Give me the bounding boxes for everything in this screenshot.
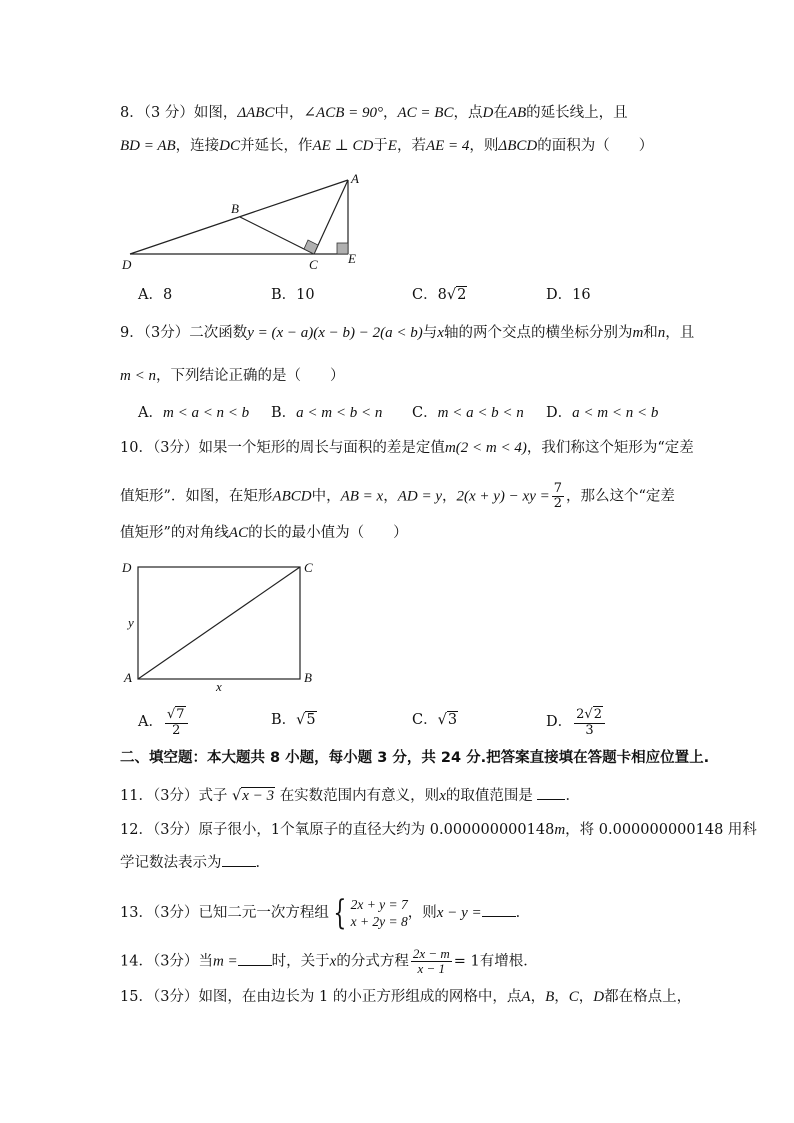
- label-a: A: [124, 670, 132, 685]
- answer-blank: [482, 902, 516, 917]
- line-da: [130, 180, 348, 254]
- right-angle-e: [337, 243, 348, 254]
- question-number: 8．: [120, 105, 144, 121]
- label-x: x: [216, 679, 222, 694]
- q10-option-b: B．√5: [271, 712, 316, 728]
- q15-line: 15．（3分）如图，在由边长为 1 的小正方形组成的网格中，点A，B，C，D都在格点上，: [120, 989, 692, 1005]
- q9-option-d: D．a < m < n < b: [546, 405, 659, 421]
- line-bc: [240, 217, 314, 254]
- question-number: 9．: [120, 325, 144, 341]
- section-heading-fill-in: 二、填空题：本大题共 8 小题，每小题 3 分，共 24 分.把答案直接填在答题卡相应位置上.: [120, 750, 710, 766]
- fraction-seven-halves: $\frac{7}{2}$: [553, 481, 563, 511]
- answer-blank: [238, 951, 272, 966]
- q8-line-1: 8．（3 分）如图，ΔABC中，∠ACB = 90°，AC = BC，点D在AB的延长线上，且: [120, 105, 628, 121]
- question-number: 14．: [120, 953, 153, 970]
- q14-line: 14．（3分）当m = 时，关于x的分式方程 $\frac{2x - m}{x - 1}$ = 1有增根．: [120, 946, 538, 976]
- answer-blank: [222, 852, 256, 867]
- q11-line: 11．（3分）式子 √x − 3 在实数范围内有意义，则x的取值范围是 ．: [120, 785, 680, 807]
- question-number: 12．: [120, 822, 153, 838]
- q8-option-b: B．10: [271, 287, 315, 303]
- q10-line-1: 10．（3分）如果一个矩形的周长与面积的差是定值m(2 < m < 4)，我们称这个矩形为“定差: [120, 440, 694, 456]
- q8-option-a: A．8: [138, 287, 173, 303]
- q12-line-1: 12．（3分）原子很小，1个氧原子的直径大约为 0.000000000148m，将 0.000000000148 用科: [120, 822, 757, 838]
- q10-rectangle-figure: [118, 557, 323, 697]
- label-d: D: [122, 257, 132, 272]
- question-number: 11．: [120, 788, 153, 804]
- q10-option-c: C．√3: [412, 712, 458, 728]
- label-c: C: [309, 257, 318, 272]
- fraction-equation: $\frac{2x - m}{x - 1}$: [412, 946, 450, 976]
- q13-line: 13．（3分）已知二元一次方程组 { 2x + y = 7 x + 2y = 8 ，则x − y = ．: [120, 893, 531, 933]
- q10-line-2: 值矩形”．如图，在矩形ABCD中，AB = x，AD = y，2(x + y) − xy = $\frac{7}{2}$ ，那么这个“定差: [120, 481, 675, 511]
- q12-line-2: 学记数法表示为 ．: [120, 852, 680, 874]
- q10-option-d: D． $\frac{2√2}{3}$: [546, 706, 607, 738]
- q9-line-1: 9．（3分）二次函数y = (x − a)(x − b) − 2(a < b)与x轴的两个交点的横坐标分别为m和n，且: [120, 325, 695, 341]
- q8-line-2: BD = AB，连接DC并延长，作AE ⊥ CD于E，若AE = 4，则ΔBCD的面积为（ ）: [120, 138, 654, 154]
- question-number: 10．: [120, 440, 153, 456]
- question-number: 15．: [120, 989, 153, 1005]
- equation-system: { 2x + y = 7 x + 2y = 8: [333, 893, 408, 933]
- q8-option-c: C．8√2: [412, 287, 467, 303]
- q10-option-a: A． $\frac{√7}{2}$: [138, 706, 190, 738]
- q10-line-3: 值矩形”的对角线AC的长的最小值为（ ）: [120, 525, 408, 541]
- label-a: A: [351, 171, 359, 186]
- label-c: C: [304, 560, 313, 575]
- q9-line-2: m < n，下列结论正确的是（ ）: [120, 368, 345, 384]
- q8-triangle-figure: [118, 170, 368, 275]
- right-angle-c: [304, 240, 318, 254]
- question-number: 13．: [120, 905, 153, 921]
- diagonal-ac: [138, 567, 300, 679]
- label-b: B: [231, 201, 239, 216]
- q9-option-b: B．a < m < b < n: [271, 405, 383, 421]
- label-b: B: [304, 670, 312, 685]
- q9-option-c: C．m < a < b < n: [412, 405, 524, 421]
- label-d: D: [122, 560, 132, 575]
- label-e: E: [348, 251, 356, 266]
- q8-option-d: D．16: [546, 287, 591, 303]
- label-y: y: [128, 615, 134, 630]
- q9-option-a: A．m < a < n < b: [138, 405, 250, 421]
- answer-blank: [537, 785, 565, 800]
